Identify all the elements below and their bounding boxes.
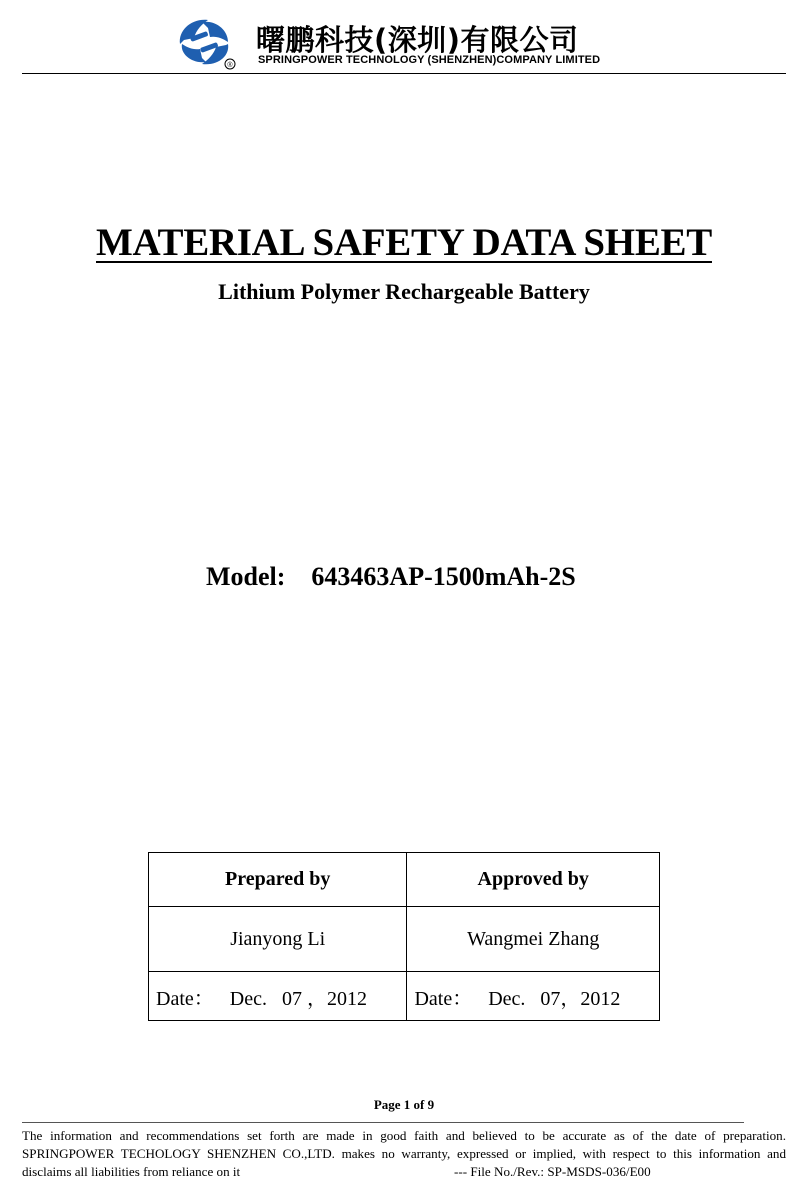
signature-table [148,852,660,1021]
approved-by-name: Wangmei Zhang [407,907,660,972]
prepared-date-cell [149,972,407,1021]
model-label: Model: [206,562,286,591]
footer-divider [22,1122,744,1123]
company-name-english: SPRINGPOWER TECHNOLOGY (SHENZHEN)COMPANY LIMITED [258,54,601,66]
approved-date-value: Dec. 07，2012 [488,987,621,1010]
header-divider [22,73,786,74]
footer-line-1: The information and recommendations set forth are made in good faith and believed to be accurate as of the date of preparation. [22,1128,786,1143]
model-value: 643463AP-1500mAh-2S [311,562,576,591]
springpower-logo-icon [172,14,238,70]
approved-date-cell [407,972,660,1021]
footer-disclaimer [22,1127,786,1181]
prepared-by-header: Prepared by [149,853,407,907]
model-line [206,562,576,592]
footer-line-3: disclaims all liabilities from reliance on it [22,1164,241,1179]
document-title: MATERIAL SAFETY DATA SHEET [96,221,712,264]
registered-mark: ® [227,62,233,69]
page-number: Page 1 of 9 [373,1097,435,1112]
document-subtitle: Lithium Polymer Rechargeable Battery [218,279,590,304]
approved-by-header: Approved by [407,853,660,907]
prepared-date-label: Date： [156,987,214,1010]
page-header [0,0,808,76]
approved-date-label: Date： [414,987,473,1010]
file-number: --- File No./Rev.: SP-MSDS-036/E00 [454,1164,651,1179]
company-name-chinese: 曙鹏科技(深圳)有限公司 [256,23,579,57]
prepared-date-value: Dec. 07 ，2012 [229,987,367,1010]
footer-line-2: SPRINGPOWER TECHOLOGY SHENZHEN CO.,LTD. makes no warranty, expressed or implied, with respect to this information and [22,1146,786,1161]
prepared-by-name: Jianyong Li [149,907,407,972]
